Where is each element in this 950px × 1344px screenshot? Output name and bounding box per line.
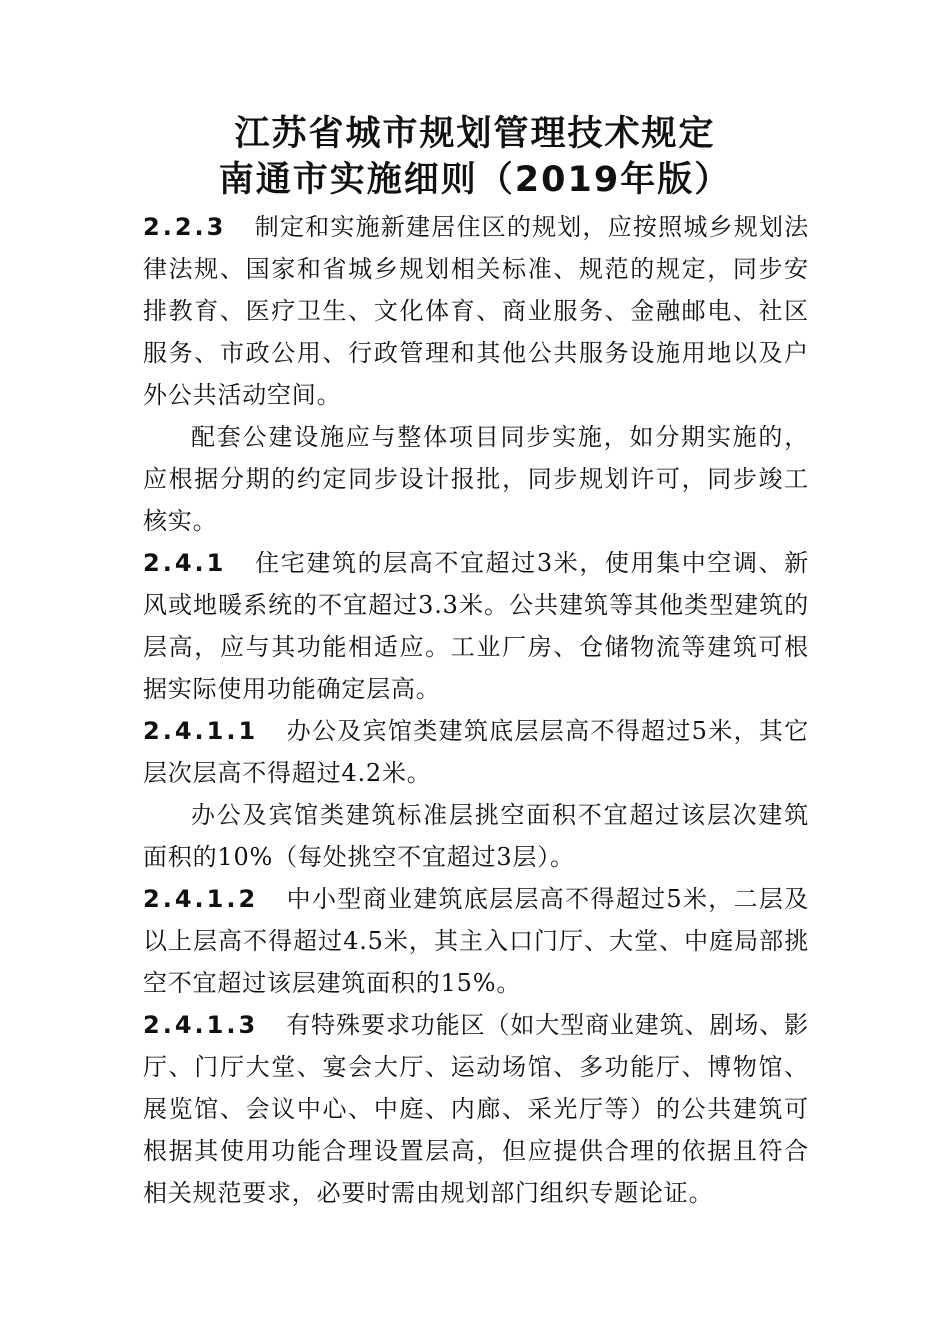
document-title-line-2: 南通市实施细则（2019年版） bbox=[218, 160, 732, 200]
document-body bbox=[143, 206, 809, 1214]
clause-text: 办公及宾馆类建筑底层层高不得超过5米，其它层次层高不得超过4.2米。 bbox=[143, 717, 809, 787]
document-title-line-1: 江苏省城市规划管理技术规定 bbox=[234, 114, 716, 154]
clause-text: 制定和实施新建居住区的规划，应按照城乡规划法律法规、国家和省城乡规划相关标准、规范的规定，同步安排教育、医疗卫生、文化体育、商业服务、金融邮电、社区服务、市政公用、行政管理和其他公共服务设施用地以及户外公共活动空间。 bbox=[143, 213, 809, 409]
clause-text: 中小型商业建筑底层层高不得超过5米，二层及以上层高不得超过4.5米，其主入口门厅、大堂、中庭局部挑空不宜超过该层建筑面积的15%。 bbox=[143, 885, 809, 997]
clause-number: 2.2.3 bbox=[143, 213, 227, 241]
clause-number: 2.4.1.2 bbox=[143, 885, 259, 913]
paragraph-text: 配套公建设施应与整体项目同步实施，如分期实施的，应根据分期的约定同步设计报批，同步规划许可，同步竣工核实。 bbox=[143, 423, 809, 535]
clause-number: 2.4.1 bbox=[143, 549, 227, 577]
clause-number: 2.4.1.3 bbox=[143, 1011, 259, 1039]
clause-2-4-1-2 bbox=[143, 878, 809, 1004]
clause-text: 有特殊要求功能区（如大型商业建筑、剧场、影厅、门厅大堂、宴会大厅、运动场馆、多功能厅、博物馆、展览馆、会议中心、中庭、内廊、采光厅等）的公共建筑可根据其使用功能合理设置层高，但应提供合理的依据且符合相关规范要求，必要时需由规划部门组织专题论证。 bbox=[143, 1011, 809, 1207]
clause-2-4-1-1 bbox=[143, 710, 809, 794]
paragraph-text: 办公及宾馆类建筑标准层挑空面积不宜超过该层次建筑面积的10%（每处挑空不宜超过3层）。 bbox=[143, 801, 809, 871]
clause-text: 住宅建筑的层高不宜超过3米，使用集中空调、新风或地暖系统的不宜超过3.3米。公共建筑等其他类型建筑的层高，应与其功能相适应。工业厂房、仓储物流等建筑可根据实际使用功能确定层高。 bbox=[143, 549, 809, 703]
paragraph-supporting-facilities bbox=[143, 416, 809, 542]
clause-number: 2.4.1.1 bbox=[143, 717, 259, 745]
clause-2-4-1-3 bbox=[143, 1004, 809, 1214]
paragraph-office-atrium bbox=[143, 794, 809, 878]
clause-2-4-1 bbox=[143, 542, 809, 710]
clause-2-2-3 bbox=[143, 206, 809, 416]
